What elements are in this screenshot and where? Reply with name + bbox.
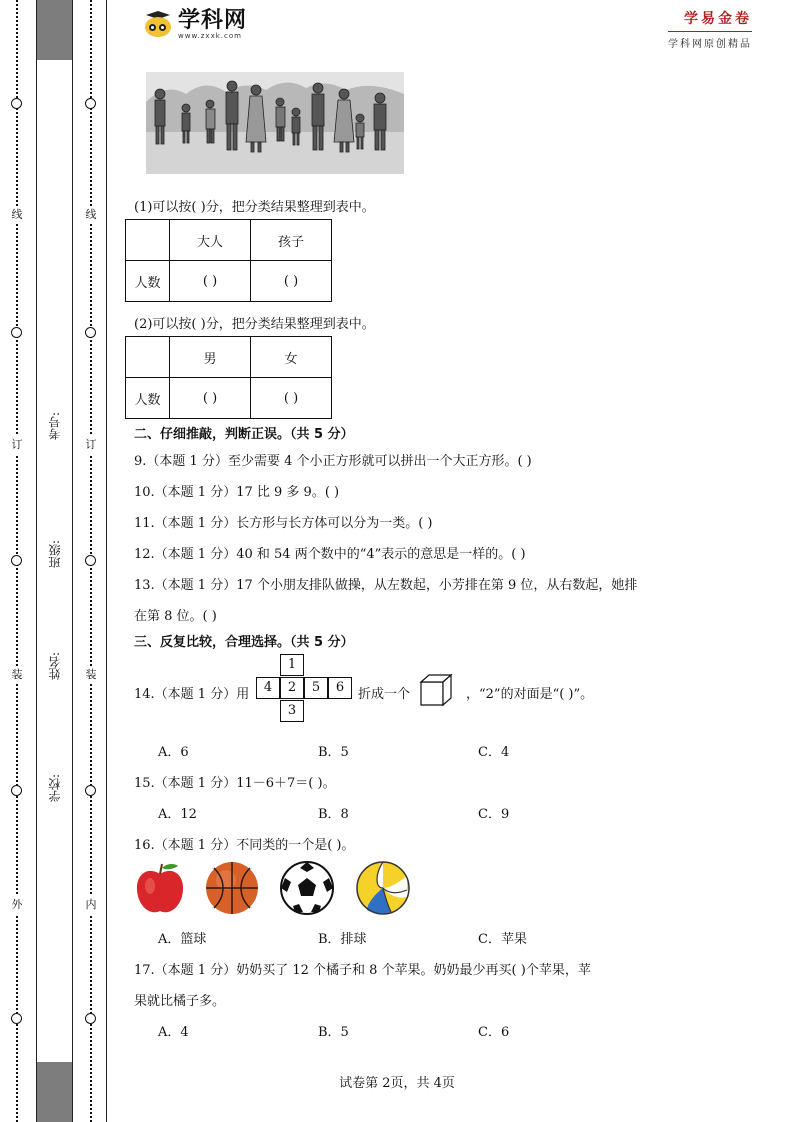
answer-blank[interactable]: ( ) <box>170 378 251 419</box>
binding-circle <box>85 555 96 566</box>
basketball-icon <box>204 860 260 916</box>
binding-char-order-inner: 订 <box>84 436 98 454</box>
q8-table1 <box>125 219 332 302</box>
net-cell: 5 <box>304 677 328 699</box>
answer-blank[interactable]: ( ) <box>251 261 332 302</box>
binding-circle <box>11 1013 22 1024</box>
q17-choices <box>158 1021 638 1040</box>
binding-margin <box>0 0 108 1122</box>
section2-title: 二、仔细推敲，判断正误。（共 5 分） <box>134 427 354 442</box>
exam-number-label: 考号: <box>48 412 62 441</box>
binding-circle <box>11 785 22 796</box>
table-row-label: 人数 <box>126 378 170 419</box>
choice-c[interactable]: C．9 <box>478 807 510 822</box>
question-13-line1: 13.（本题 1 分）17 个小朋友排队做操，从左数起，小芳排在第 9 位，从右数起，她排 <box>134 578 638 593</box>
net-cell: 4 <box>256 677 280 699</box>
binding-circle <box>85 1013 96 1024</box>
question-16: 16.（本题 1 分）不同类的一个是( )。 <box>134 838 355 853</box>
table-header-female: 女 <box>251 337 332 378</box>
question-10: 10.（本题 1 分）17 比 9 多 9。( ) <box>134 485 340 500</box>
binding-circle <box>11 327 22 338</box>
brand-subtitle: 学科网原创精品 <box>668 39 752 50</box>
q8-table2 <box>125 336 332 419</box>
binding-border-left <box>36 0 37 1122</box>
volleyball-icon <box>355 860 411 916</box>
choice-c[interactable]: C．4 <box>478 745 510 760</box>
question-12: 12.（本题 1 分）40 和 54 两个数中的“4”表示的意思是一样的。( ) <box>134 547 526 562</box>
q14-choices <box>158 741 638 760</box>
logo-mascot-icon <box>142 11 174 39</box>
choice-a[interactable]: A．12 <box>158 807 197 822</box>
site-logo <box>142 10 247 40</box>
binding-char-bind-outer: 装 <box>10 666 24 684</box>
binding-char-bind-inner: 装 <box>84 666 98 684</box>
question-17-line2: 果就比橘子多。 <box>134 994 226 1009</box>
net-cell-top: 1 <box>280 654 304 676</box>
choice-b[interactable]: B．排球 <box>318 932 367 947</box>
table-row-label: 人数 <box>126 261 170 302</box>
table-header-adults: 大人 <box>170 220 251 261</box>
choice-a[interactable]: A．6 <box>158 745 189 760</box>
apple-icon <box>134 860 186 916</box>
question-14-mid: 折成一个 <box>358 687 411 702</box>
binding-char-line-outer: 线 <box>10 206 24 224</box>
family-walking-illustration <box>146 72 404 174</box>
net-cell: 6 <box>328 677 352 699</box>
net-cell: 2 <box>280 677 304 699</box>
school-label: 学校: <box>48 774 62 803</box>
question-14-prefix: 14.（本题 1 分）用 <box>134 687 250 702</box>
binding-char-inside: 内 <box>84 896 98 914</box>
binding-circle <box>85 327 96 338</box>
section3-title: 三、反复比较，合理选择。（共 5 分） <box>134 635 354 650</box>
question-17-line1: 17.（本题 1 分）奶奶买了 12 个橘子和 8 个苹果。奶奶最少再买( )个苹果，苹 <box>134 963 591 978</box>
question-11: 11.（本题 1 分）长方形与长方体可以分为一类。( ) <box>134 516 433 531</box>
name-label: 姓名: <box>48 652 62 681</box>
logo-text: 学科网 <box>178 8 248 33</box>
answer-blank[interactable]: ( ) <box>170 261 251 302</box>
binding-circle <box>85 785 96 796</box>
choice-b[interactable]: B．8 <box>318 807 349 822</box>
binding-char-order-outer: 订 <box>10 436 24 454</box>
q8-part2-text: (2)可以按( )分，把分类结果整理到表中。 <box>134 317 375 332</box>
question-9: 9.（本题 1 分）至少需要 4 个小正方形就可以拼出一个大正方形。( ) <box>134 454 532 469</box>
choice-c[interactable]: C．苹果 <box>478 932 527 947</box>
choice-a[interactable]: A．篮球 <box>158 932 207 947</box>
question-13-line2: 在第 8 位。( ) <box>134 609 217 624</box>
net-cell-bottom: 3 <box>280 700 304 722</box>
binding-gray-bar-top <box>36 0 72 60</box>
q15-choices <box>158 803 638 822</box>
q8-part1-text: (1)可以按( )分，把分类结果整理到表中。 <box>134 200 375 215</box>
binding-circle <box>11 98 22 109</box>
table-header-male: 男 <box>170 337 251 378</box>
table-cell-empty <box>126 337 170 378</box>
table-cell-empty <box>126 220 170 261</box>
binding-circle <box>11 555 22 566</box>
question-14-suffix: ，“2”的对面是“( )”。 <box>466 687 594 702</box>
binding-border-right <box>72 0 73 1122</box>
q16-choices <box>158 928 638 947</box>
binding-circle <box>85 98 96 109</box>
binding-char-line-inner: 线 <box>84 206 98 224</box>
choice-b[interactable]: B．5 <box>318 1025 349 1040</box>
logo-url: www.zxxk.com <box>178 32 242 40</box>
brand-block <box>668 8 752 50</box>
choice-b[interactable]: B．5 <box>318 745 349 760</box>
page-footer: 试卷第 2页，共 4页 <box>339 1076 455 1091</box>
choice-c[interactable]: C．6 <box>478 1025 510 1040</box>
soccer-ball-icon <box>279 860 335 916</box>
binding-gray-bar-bottom <box>36 1062 72 1122</box>
answer-blank[interactable]: ( ) <box>251 378 332 419</box>
choice-a[interactable]: A．4 <box>158 1025 189 1040</box>
binding-char-outside: 外 <box>10 896 24 914</box>
question-15: 15.（本题 1 分）11－6＋7＝( )。 <box>134 776 336 791</box>
page-left-border <box>106 0 107 1122</box>
table-header-children: 孩子 <box>251 220 332 261</box>
brand-title: 学易金卷 <box>668 8 752 32</box>
class-label: 班级: <box>48 540 62 569</box>
cube-icon <box>418 672 456 708</box>
